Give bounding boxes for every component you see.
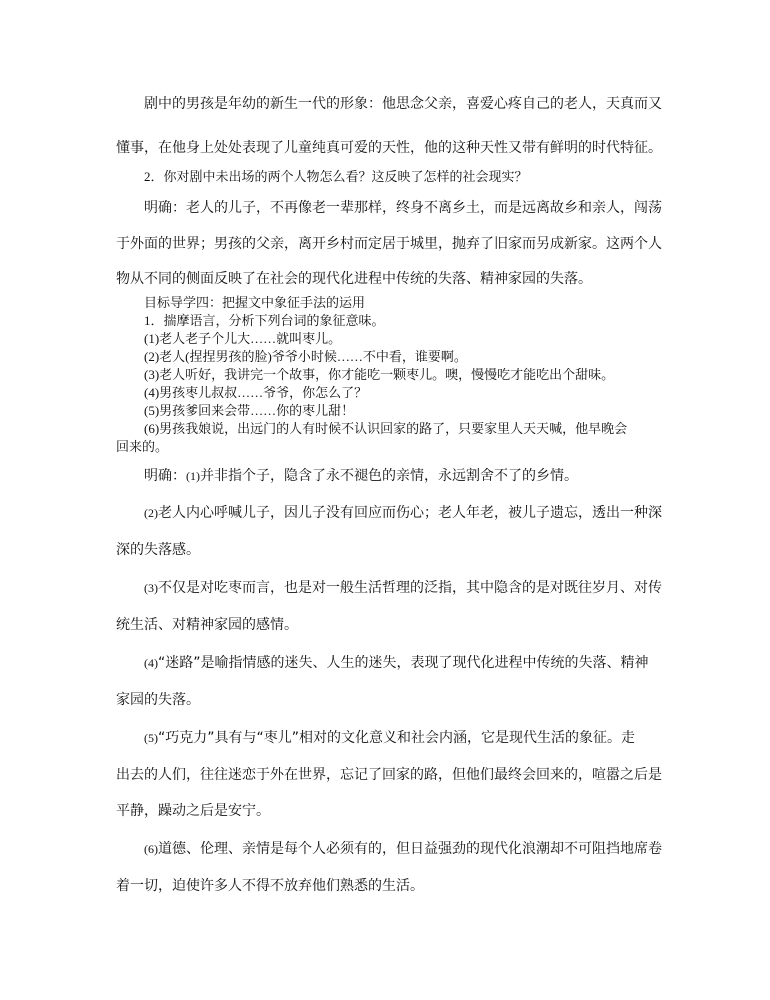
answer-5-line-2: 出去的人们，往往迷恋于外在世界，忘记了回家的路，但他们最终会回来的，喧嚣之后是 — [116, 767, 662, 783]
answer-5-text: “巧克力”具有与“枣儿”相对的文化意义和社会内涵，它是现代生活的象征。走 — [158, 730, 636, 746]
question-1: 1．揣摩语言，分析下列台词的象征意味。 — [144, 313, 385, 328]
answer-2-text: 老人的儿子，不再像老一辈那样，终身不离乡土，而是远离故乡和亲人，闯荡 — [186, 200, 662, 216]
answer-2-sym-text: 老人内心呼喊儿子，因儿子没有回应而伤心；老人年老，被儿子遗忘，透出一种深 — [158, 505, 662, 521]
answer-1-number: (1) — [186, 469, 200, 483]
item-6-line-1: (6)男孩我娘说，出远门的人有时候不认识回家的路了，只要家里人天天喊，他早晚会 — [144, 421, 628, 436]
answer-3-line-1 — [116, 577, 662, 597]
answer-1 — [116, 465, 654, 486]
answer-4-line-2: 家园的失落。 — [116, 692, 200, 708]
answer-2-line-2: 于外面的世界；男孩的父亲，离开乡村而定居于城里，抛弃了旧家而另成新家。这两个人 — [116, 236, 662, 252]
goal-4-heading: 目标导学四：把握文中象征手法的运用 — [144, 295, 366, 310]
answer-6-text: 道德、伦理、亲情是每个人必须有的，但日益强劲的现代化浪潮却不可阻挡地席卷 — [158, 841, 662, 857]
item-1: (1)老人老子个儿大……就叫枣儿。 — [144, 331, 342, 346]
answer-4-line-1 — [116, 652, 654, 672]
answer-4-number: (4) — [144, 656, 158, 670]
answer-5-number: (5) — [144, 731, 158, 745]
answer-6-number: (6) — [144, 842, 158, 856]
answer-2-number: (2) — [144, 506, 158, 520]
answer-label: 明确： — [144, 201, 186, 216]
answer-label: 明确： — [144, 469, 186, 484]
item-5: (5)男孩爹回来会带……你的枣儿甜！ — [144, 403, 355, 418]
item-6-line-2: 回来的。 — [116, 439, 169, 454]
answer-2-sym-line-1 — [116, 502, 662, 522]
answer-2-sym-line-2: 深的失落感。 — [116, 542, 200, 558]
answer-3-text: 不仅是对吃枣而言，也是对一般生活哲理的泛指，其中隐含的是对既往岁月、对传 — [158, 580, 662, 596]
answer-6-line-2: 着一切，迫使许多人不得不放弃他们熟悉的生活。 — [116, 878, 424, 894]
paragraph-boy-line-1: 剧中的男孩是年幼的新生一代的形象：他思念父亲，喜爱心疼自己的老人，天真而又 — [144, 96, 662, 112]
answer-6-line-1 — [116, 838, 662, 858]
paragraph-boy-line-2: 懂事，在他身上处处表现了儿童纯真可爱的天性，他的这种天性又带有鲜明的时代特征。 — [116, 140, 662, 156]
answer-2-line-3: 物从不同的侧面反映了在社会的现代化进程中传统的失落、精神家园的失落。 — [116, 271, 592, 287]
item-4: (4)男孩枣儿叔叔……爷爷，你怎么了？ — [144, 385, 368, 400]
item-3: (3)老人听好，我讲完一个故事，你才能吃一颗枣儿。噢，慢慢吃才能吃出个甜味。 — [144, 367, 615, 382]
item-2: (2)老人(捏捏男孩的脸)爷爷小时候……不中看，谁要啊。 — [144, 349, 467, 364]
answer-5-line-3: 平静，躁动之后是安宁。 — [116, 803, 270, 819]
answer-2-line-1 — [116, 197, 662, 218]
question-2: 2．你对剧中未出场的两个人物怎么看？这反映了怎样的社会现实？ — [144, 169, 528, 184]
answer-3-line-2: 统生活、对精神家园的感情。 — [116, 617, 298, 633]
answer-4-text: “迷路”是喻指情感的迷失、人生的迷失，表现了现代化进程中传统的失落、精神 — [158, 655, 649, 671]
answer-5-line-1 — [116, 727, 654, 747]
answer-3-number: (3) — [144, 581, 158, 595]
answer-1-text: 并非指个子，隐含了永不褪色的亲情，永远割舍不了的乡情。 — [200, 468, 578, 484]
